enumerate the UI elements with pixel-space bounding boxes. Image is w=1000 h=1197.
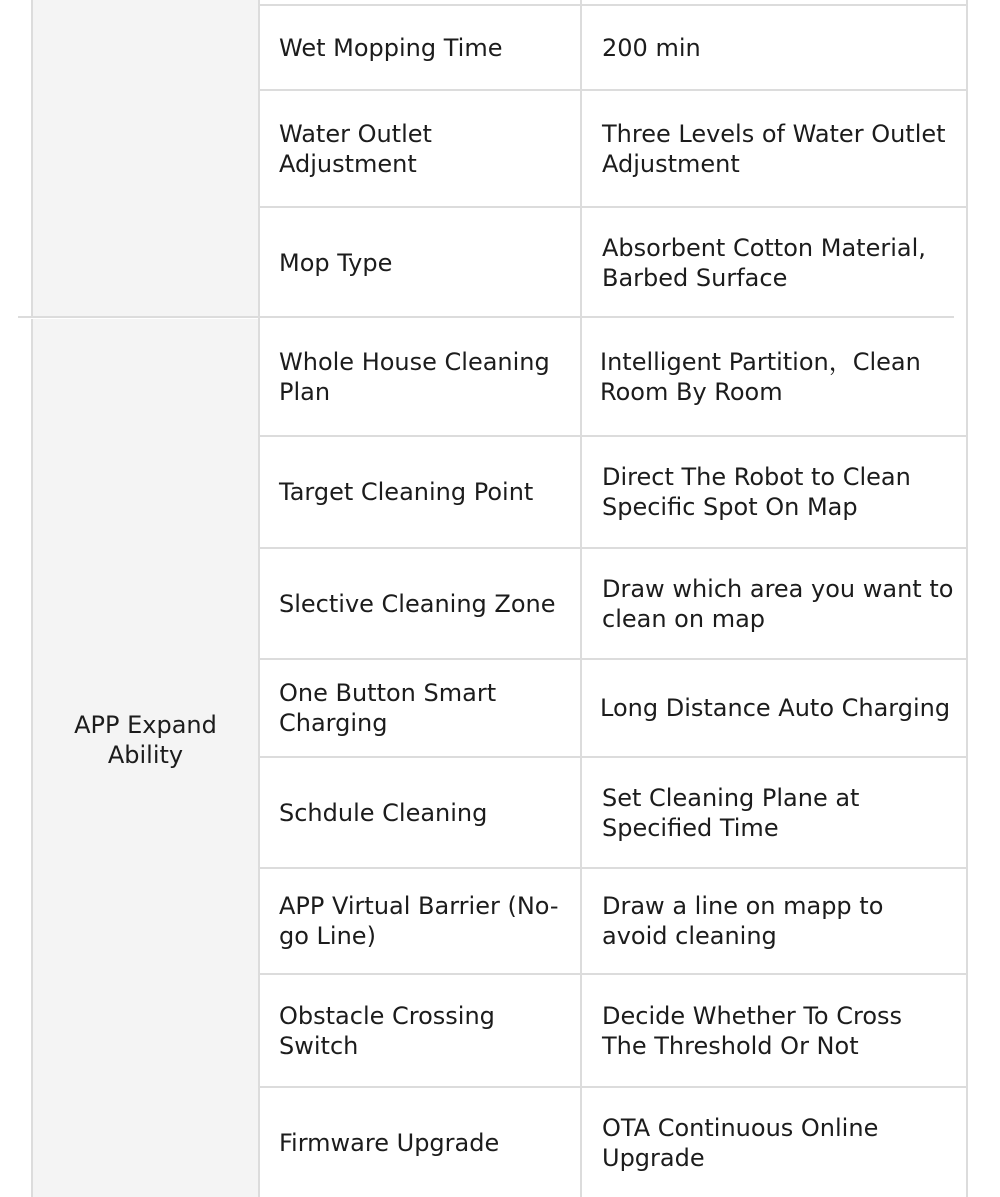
feature-label: Mop Type [279,249,393,277]
table-row [258,549,968,660]
value-cell [582,975,966,1086]
value-cell [582,869,966,973]
feature-value: OTA Continuous Online Upgrade [602,1113,879,1172]
feature-value: Set Cleaning Plane at Specified Time [602,783,860,842]
feature-label: APP Virtual Barrier (No-go Line) [279,892,559,950]
feature-label: Obstacle Crossing Switch [279,1001,495,1060]
table-row [258,758,968,869]
category-label: APP Expand Ability [74,711,217,769]
feature-cell [260,758,582,867]
feature-value: Absorbent Cotton Material, Barbed Surface [602,234,926,292]
value-cell [582,318,966,435]
table-row [258,6,968,91]
feature-cell [260,6,582,89]
feature-label: Schdule Cleaning [279,798,488,827]
table-row [258,660,968,758]
feature-value: Draw a line on mapp to avoid cleaning [602,892,884,950]
value-cell [582,6,966,89]
value-cell [582,91,966,206]
table-row [258,975,968,1088]
table-row [258,869,968,975]
feature-cell [260,437,582,547]
value-cell [582,208,966,318]
table-row [258,1088,968,1197]
feature-label: Water Outlet Adjustment [279,119,432,178]
value-cell [582,758,966,867]
feature-cell [260,549,582,658]
feature-value: Long Distance Auto Charging [600,694,951,722]
value-cell [582,549,966,658]
feature-value: Direct The Robot to Clean Specific Spot On Map [602,463,911,521]
feature-value: Decide Whether To Cross The Threshold Or Not [602,1001,903,1060]
table-row [258,437,968,549]
feature-value: Intelligent Partition，Clean Room By Room [600,347,921,406]
table-row [258,318,968,437]
feature-cell [260,975,582,1086]
feature-cell [260,208,582,318]
feature-cell [260,660,582,756]
feature-label: Wet Mopping Time [279,33,503,62]
feature-cell [260,869,582,973]
feature-cell [260,91,582,206]
feature-label: Target Cleaning Point [279,478,534,506]
feature-cell [260,318,582,435]
value-cell [582,1088,966,1197]
value-cell [582,437,966,547]
category-cell-previous [31,0,258,317]
feature-label: Slective Cleaning Zone [279,589,556,618]
feature-value: Draw which area you want to clean on map [602,574,954,633]
feature-label: Firmware Upgrade [279,1128,500,1157]
category-cell-app-expand [31,319,258,1197]
feature-value: 200 min [602,33,701,62]
value-cell [582,660,966,756]
feature-cell [260,1088,582,1197]
feature-label: One Button Smart Charging [279,679,497,737]
feature-label: Whole House Cleaning Plan [279,347,550,406]
feature-value: Three Levels of Water Outlet Adjustment [602,119,946,178]
table-row [258,208,968,318]
table-row [258,91,968,208]
